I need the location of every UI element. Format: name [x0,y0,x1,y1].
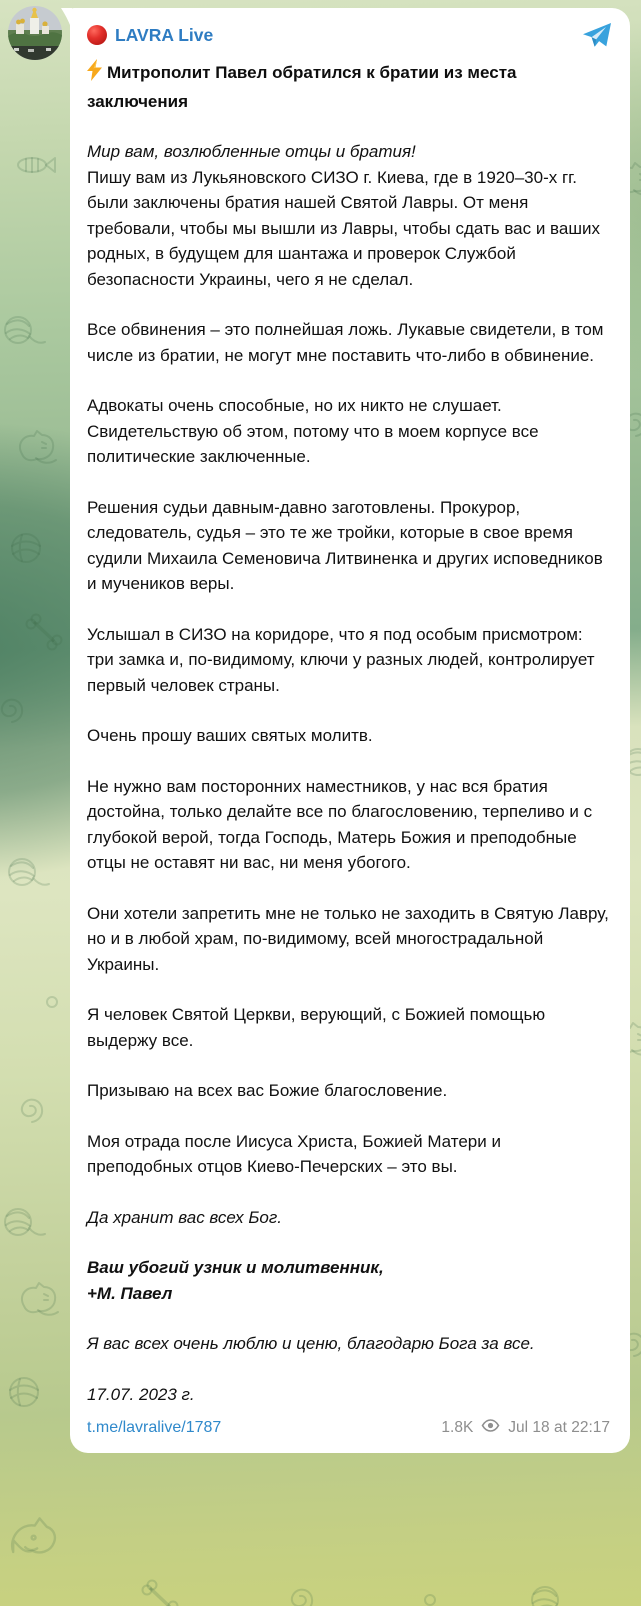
message-paragraph: Адвокаты очень способные, но их никто не слушает. Свидетельствую об этом, потому что в моем корпусе все политические заключенные. [87,396,539,466]
message-paragraph: Все обвинения – это полнейшая ложь. Лукавые свидетели, в том числе из братии, не могут мне поставить что-либо в обвинение. [87,320,604,365]
message-paragraph: Моя отрада после Иисуса Христа, Божией Матери и преподобных отцов Киево-Печерских – это вы. [87,1131,501,1176]
post-date: Jul 18 at 22:17 [508,1419,610,1436]
red-circle-emoji [87,25,107,45]
message-paragraph: Очень прошу ваших святых молитв. [87,726,373,745]
lightning-emoji [87,59,103,89]
message-paragraph: Я человек Святой Церкви, верующий, с Божией помощью выдержу все. [87,1005,546,1050]
message-bubble [70,8,630,1453]
post-title-text: Митрополит Павел обратился к братии из места заключения [87,63,517,111]
message-paragraph: Призываю на всех вас Божие благословение. [87,1081,448,1100]
post-meta [441,1419,610,1437]
message-paragraph: Не нужно вам посторонних наместников, у нас вся братия достойна, только делайте все по благословению, терпеливо и с глубокой верой, тогда Господь, Матерь Божия и преподобные отцы не оставят ни вас, ни меня убогого. [87,776,593,872]
bubble-tail [61,8,72,28]
lavra-photo [8,6,62,60]
message-paragraph: Они хотели запретить мне не только не заходить в Святую Лавру, но и в любой храм, по-видимому, всей многострадальной Украины. [87,903,609,974]
message-paragraph: +М. Павел [87,1283,173,1303]
post-link[interactable]: t.me/lavralive/1787 [87,1419,222,1436]
message-paragraph: Пишу вам из Лукьяновского СИЗО г. Киева, где в 1920–30-х гг. были заключены братия нашей Святой Лавры. От меня требовали, чтобы мы вышли из Лавры, чтобы сдать вас и ваших родных, в будущем для шантажа и проверок Службой безопасности Украины, чего я не сделал. [87,167,600,289]
telegram-plane-icon[interactable] [580,20,614,55]
message-paragraph: Я вас всех очень люблю и ценю, благодарю Бога за все. [87,1334,535,1353]
message-footer [87,1419,610,1437]
message-paragraph: Мир вам, возлюбленные отцы и братия! [87,142,416,161]
channel-avatar[interactable] [8,6,62,60]
message-paragraph: 17.07. 2023 г. [87,1384,195,1404]
message-paragraph: Решения судьи давным-давно заготовлены. Прокурор, следователь, судья – это те же тройки, которые в свое время судили Михаила Семеновича Литвиненка и других исповедников и мучеников веры. [87,497,603,593]
message-paragraph: Да хранит вас всех Бог. [87,1207,282,1227]
channel-name[interactable]: LAVRA Live [115,24,214,45]
views-eye-icon [481,1419,500,1437]
message-header [87,22,610,48]
message-paragraph: Услышал в СИЗО на коридоре, что я под особым присмотром: три замка и, по-видимому, ключи у разных людей, контролирует первый человек страны. [87,624,595,695]
message-paragraph: Ваш убогий узник и молитвенник, [87,1258,384,1277]
post-title [87,59,610,114]
views-count: 1.8K [441,1419,474,1436]
message-body [87,139,610,1407]
